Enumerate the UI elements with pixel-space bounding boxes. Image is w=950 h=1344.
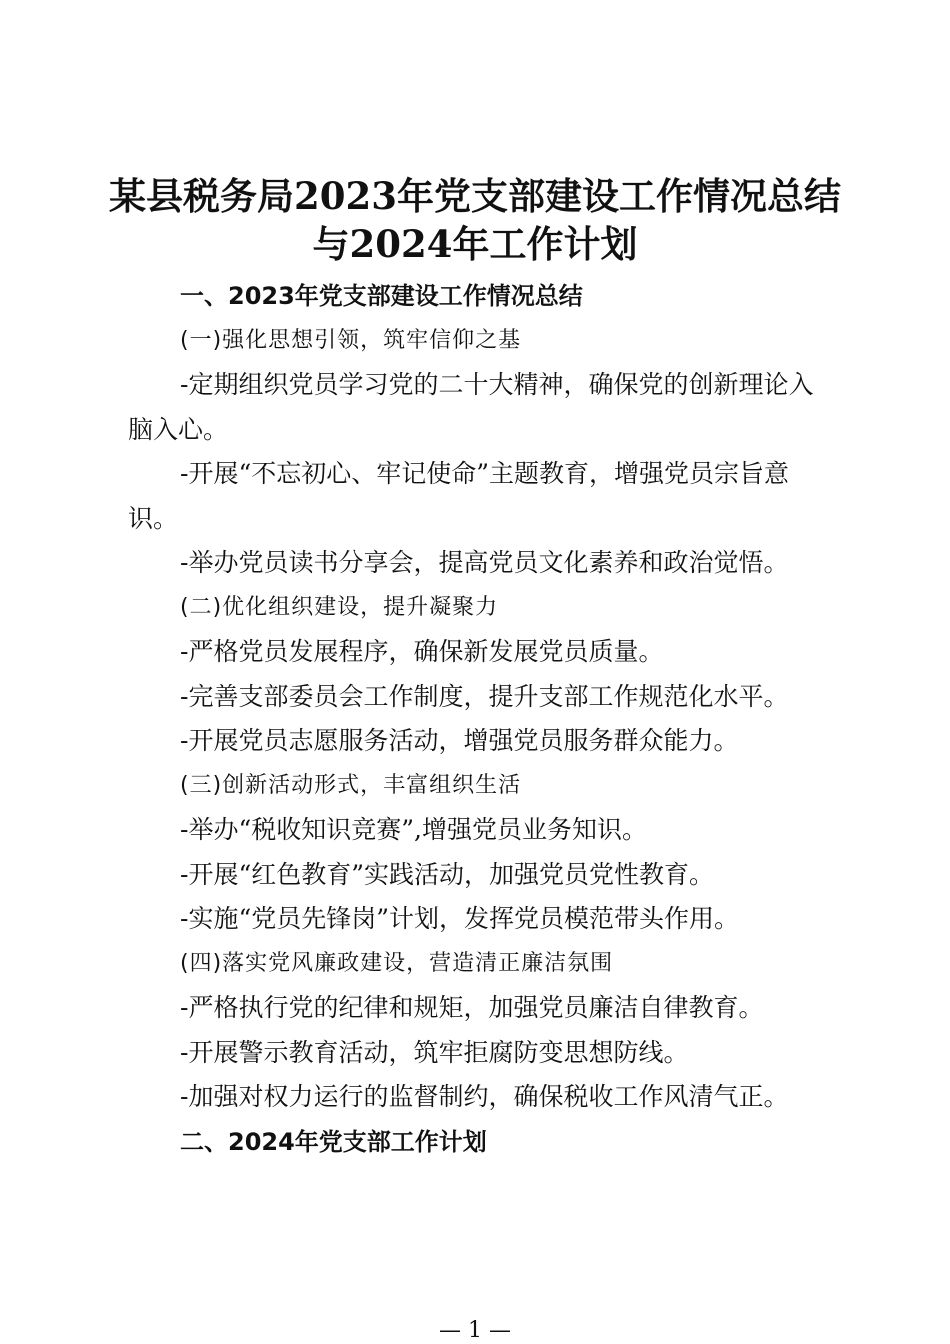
- sub1-item-2-line-1: -开展“不忘初心、牢记使命”主题教育，增强党员宗旨意: [180, 459, 790, 488]
- sub1-item-2-line-2: 识。: [128, 504, 179, 533]
- document-title-line-2: 与2024年工作计划: [312, 222, 638, 266]
- sub4-item-1: -严格执行党的纪律和规矩，加强党员廉洁自律教育。: [180, 993, 764, 1022]
- sub1-item-1-line-1: -定期组织党员学习党的二十大精神，确保党的创新理论入: [180, 370, 814, 399]
- sub3-item-1: -举办“税收知识竞赛”,增强党员业务知识。: [180, 815, 647, 844]
- section-2-heading: 二、2024年党支部工作计划: [180, 1128, 487, 1156]
- sub2-item-3: -开展党员志愿服务活动，增强党员服务群众能力。: [180, 726, 739, 755]
- sub2-item-1: -严格党员发展程序，确保新发展党员质量。: [180, 637, 664, 666]
- sub4-item-3: -加强对权力运行的监督制约，确保税收工作风清气正。: [180, 1082, 789, 1111]
- subsection-4-heading: (四)落实党风廉政建设，营造清正廉洁氛围: [180, 951, 614, 976]
- sub3-item-2: -开展“红色教育”实践活动，加强党员党性教育。: [180, 860, 715, 889]
- sub1-item-3: -举办党员读书分享会，提高党员文化素养和政治觉悟。: [180, 548, 789, 577]
- page-number: — 1 —: [439, 1318, 511, 1343]
- sub1-item-1-line-2: 脑入心。: [128, 415, 229, 444]
- section-1-heading: 一、2023年党支部建设工作情况总结: [180, 282, 583, 310]
- subsection-1-heading: (一)强化思想引领，筑牢信仰之基: [180, 328, 522, 353]
- sub2-item-2: -完善支部委员会工作制度，提升支部工作规范化水平。: [180, 682, 789, 711]
- subsection-3-heading: (三)创新活动形式，丰富组织生活: [180, 773, 522, 798]
- subsection-2-heading: (二)优化组织建设，提升凝聚力: [180, 595, 499, 620]
- sub3-item-3: -实施“党员先锋岗”计划，发挥党员模范带头作用。: [180, 904, 740, 933]
- sub4-item-2: -开展警示教育活动，筑牢拒腐防变思想防线。: [180, 1038, 689, 1067]
- document-title-line-1: 某县税务局2023年党支部建设工作情况总结: [109, 174, 841, 218]
